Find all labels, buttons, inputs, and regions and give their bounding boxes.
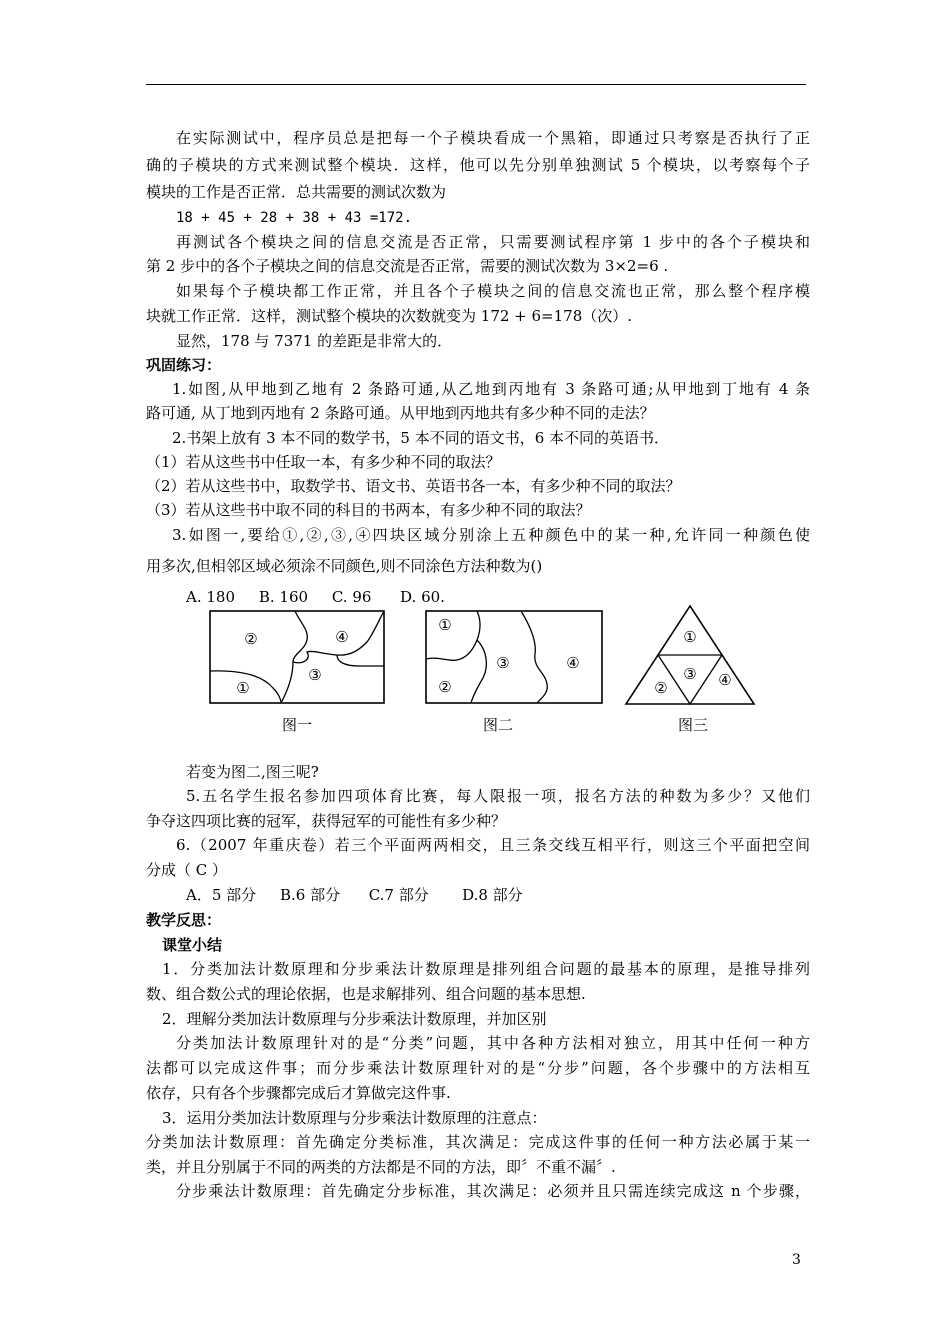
p1-line1: 在实际测试中，程序员总是把每一个子模块看成一个黑箱，即通过只考察是否执行了正 [176, 129, 810, 147]
figure-2 [425, 610, 603, 704]
q2-part1: （1）若从这些书中任取一本，有多少种不同的取法？ [146, 453, 501, 471]
s2a-line1: 分类加法计数原理针对的是“分类”问题，其中各种方法相对独立，用其中任何一种方 [176, 1034, 810, 1052]
q3-line2: 用多次,但相邻区域必须涂不同颜色,则不同涂色方法种数为() [146, 557, 543, 575]
fig3-region-2: ② [654, 679, 668, 697]
caption-fig3: 图三 [677, 716, 708, 734]
fig2-region-2: ② [438, 678, 452, 696]
figure-1 [209, 610, 385, 704]
q3-line1: 3.如图一,要给①,②,③,④四块区域分别涂上五种颜色中的某一种,允许同一种颜色使 [172, 526, 810, 544]
s3a-line2: 类，并且分别属于不同的两类的方法都是不同的方法，即〞不重不漏〞. [146, 1158, 616, 1176]
fig3-region-1: ① [683, 628, 697, 646]
practice-heading: 巩固练习： [146, 356, 222, 374]
p3-line2: 块就工作正常．这样，测试整个模块的次数就变为 172 + 6=178（次）. [146, 307, 633, 325]
figure-3 [624, 604, 760, 706]
q2-part3: （3）若从这些书中取不同的科目的书两本，有多少种不同的取法？ [146, 501, 591, 519]
q6-options: A．5 部分 B.6 部分 C.7 部分 D.8 部分 [186, 886, 523, 904]
s3b-line1: 分步乘法计数原理：首先确定分步标准，其次满足：必须并且只需连续完成这 n 个步骤， [176, 1182, 810, 1200]
s3: 3．运用分类加法计数原理与分步乘法计数原理的注意点： [162, 1109, 547, 1127]
caption-fig2: 图二 [482, 716, 513, 734]
q2-part2: （2）若从这些书中，取数学书、语文书、英语书各一本，有多少种不同的取法？ [146, 477, 681, 495]
s2: 2．理解分类加法计数原理与分步乘法计数原理，并加区别 [162, 1010, 547, 1028]
header-rule [146, 84, 806, 85]
q5-line1: 5.五名学生报名参加四项体育比赛，每人限报一项，报名方法的种数为多少？又他们 [186, 787, 810, 805]
s1-line1: 1．分类加法计数原理和分步乘法计数原理是排列组合问题的最基本的原理，是推导排列 [162, 960, 810, 978]
fig3-region-3: ③ [683, 665, 697, 683]
fig1-region-2: ② [244, 630, 258, 648]
p1-line2: 确的子模块的方式来测试整个模块．这样，他可以先分别单独测试 5 个模块，以考察每个子 [146, 156, 810, 174]
s1-line2: 数、组合数公式的理论依据，也是求解排列、组合问题的基本思想. [146, 985, 586, 1003]
sum-formula: 18 + 45 + 28 + 38 + 43 =172. [176, 210, 413, 226]
p2-line2: 第 2 步中的各个子模块之间的信息交流是否正常，需要的测试次数为 3×2=6 . [146, 257, 669, 275]
s2a-line2: 法都可以完成这件事；而分步乘法计数原理针对的是“分步”问题，各个步骤中的方法相互 [146, 1059, 810, 1077]
fig1-region-1: ① [236, 679, 250, 697]
reflection-heading: 教学反思： [146, 911, 222, 929]
fig2-region-4: ④ [566, 654, 580, 672]
q3-follow-up: 若变为图二,图三呢? [186, 763, 319, 781]
q1-line1: 1.如图,从甲地到乙地有 2 条路可通,从乙地到丙地有 3 条路可通;从甲地到丁地有 4 条 [172, 380, 810, 398]
s3a-line1: 分类加法计数原理：首先确定分类标准，其次满足：完成这件事的任何一种方法必属于某一 [146, 1133, 810, 1151]
fig2-region-1: ① [438, 616, 452, 634]
p3-line1: 如果每个子模块都工作正常，并且各个子模块之间的信息交流也正常，那么整个程序模 [176, 282, 810, 300]
q5-line2: 争夺这四项比赛的冠军，获得冠军的可能性有多少种？ [146, 812, 507, 830]
p2-line1: 再测试各个模块之间的信息交流是否正常，只需要测试程序第 1 步中的各个子模块和 [176, 233, 810, 251]
fig2-region-3: ③ [496, 654, 510, 672]
fig1-region-4: ④ [335, 628, 349, 646]
q6-line2: 分成（ C ） [146, 861, 228, 879]
page-number: 3 [792, 1252, 801, 1268]
q1-line2: 路可通, 从丁地到丙地有 2 条路可通。从甲地到丙地共有多少种不同的走法？ [146, 404, 655, 422]
p1-line3: 模块的工作是否正常．总共需要的测试次数为 [146, 183, 447, 201]
q3-options: A. 180 B. 160 C. 96 D. 60. [186, 588, 445, 606]
s2a-line3: 依存，只有各个步骤都完成后才算做完这件事. [146, 1084, 451, 1102]
fig3-region-4: ④ [718, 671, 732, 689]
fig1-region-3: ③ [308, 666, 322, 684]
caption-fig1: 图一 [281, 716, 312, 734]
p4: 显然，178 与 7371 的差距是非常大的． [176, 332, 453, 350]
summary-subheading: 课堂小结 [162, 936, 223, 954]
q6-line1: 6.（2007 年重庆卷）若三个平面两两相交，且三条交线互相平行，则这三个平面把空间 [176, 836, 810, 854]
q2: 2.书架上放有 3 本不同的数学书，5 本不同的语文书，6 本不同的英语书． [172, 429, 670, 447]
